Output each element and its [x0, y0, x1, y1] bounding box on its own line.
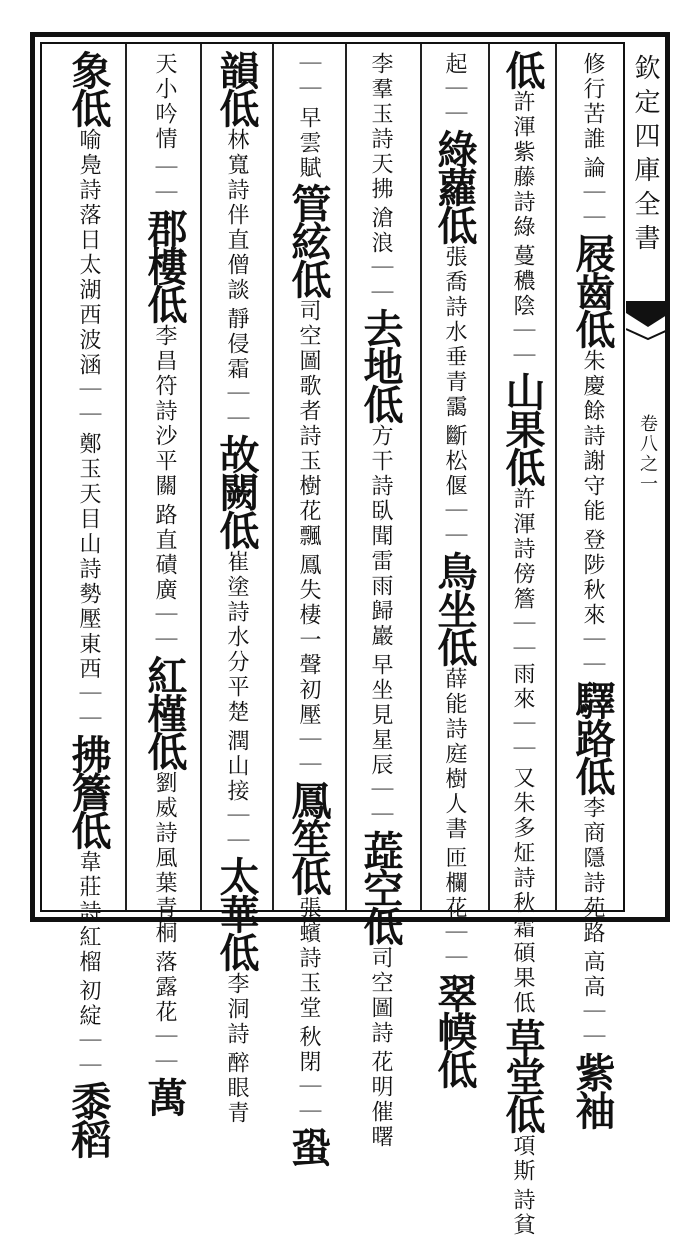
annotation-text: 韋莊詩紅榴 [76, 850, 101, 975]
headword: 山果低 [499, 371, 546, 485]
annotation-text: 鄭玉天目山詩勢壓東西｜｜ [76, 432, 101, 732]
annotation-text: 李昌符詩沙平關 [152, 324, 177, 499]
annotation-text: 司空圖歌者詩玉樹花飄 [296, 299, 321, 549]
headword: 故闕低 [213, 434, 260, 548]
annotation-text: 初綻｜｜ [76, 979, 101, 1079]
annotation-text: 修行苦誰 [580, 52, 605, 152]
text-column [428, 50, 480, 1087]
annotation-text: 登陟秋來｜｜ [580, 528, 605, 678]
fishtail-mark-icon [626, 299, 670, 341]
side-margin [626, 44, 670, 910]
text-column [210, 50, 262, 1126]
annotation-text: 蔓穠陰｜｜ [510, 244, 535, 369]
headword: 韻低 [213, 50, 260, 126]
annotation-text: 靜侵霜｜｜ [224, 307, 249, 432]
annotation-text: 滄浪｜｜ [368, 206, 393, 306]
column-rule [555, 44, 557, 910]
headword: 管絃低 [285, 183, 332, 297]
headword: 蕋空低 [357, 830, 404, 944]
column-rule [272, 44, 274, 910]
book-title: 欽定四庫全書 [630, 54, 660, 258]
annotation-text: 秋閉｜｜ [296, 1025, 321, 1125]
text-column [354, 50, 406, 1150]
annotation-text: 張蠙詩玉堂 [296, 896, 321, 1021]
annotation-text: 早坐見星辰｜｜ [368, 653, 393, 828]
headword: 紅槿低 [141, 655, 188, 769]
annotation-text: 喻鳧詩落日太湖西波涵｜｜ [76, 128, 101, 428]
annotation-text: 花明催曙 [368, 1050, 393, 1150]
annotation-text: 詩貧 [510, 1188, 535, 1238]
headword: 翠幙低 [431, 973, 478, 1087]
headword: 萬 [141, 1077, 188, 1115]
annotation-text: 落露花｜｜ [152, 950, 177, 1075]
annotation-text: 匝欄花｜｜ [442, 846, 467, 971]
annotation-text: 起｜｜ [442, 52, 467, 127]
annotation-text: 崔塗詩水分平楚 [224, 550, 249, 725]
annotation-text: 林寬詩伴直僧談 [224, 128, 249, 303]
headword: 鳳笙低 [285, 780, 332, 894]
headword: 郡樓低 [141, 208, 188, 322]
annotation-text: 張喬詩水垂青靄 [442, 245, 467, 420]
annotation-text: 項斯 [510, 1134, 535, 1184]
headword: 草堂低 [499, 1018, 546, 1132]
annotation-text: 路直磧廣｜｜ [152, 503, 177, 653]
headword: 驛路低 [569, 680, 616, 794]
annotation-text: 醉眼青 [224, 1051, 249, 1126]
column-rule [345, 44, 347, 910]
column-rule [420, 44, 422, 910]
text-column [496, 50, 548, 1238]
annotation-text: 天小吟情 [152, 52, 177, 152]
headword: 低 [499, 50, 546, 88]
annotation-text: 斷松偃｜｜ [442, 424, 467, 549]
headword: 紫袖 [569, 1052, 616, 1128]
annotation-text: 李商隱詩苑路 [580, 796, 605, 946]
text-column [138, 50, 190, 1115]
headword: 去地低 [357, 308, 404, 422]
headword: 屐齒低 [569, 233, 616, 347]
annotation-text: ｜｜ [152, 156, 177, 206]
annotation-text: 李洞詩 [224, 972, 249, 1047]
headword: 象低 [65, 50, 112, 126]
headword: 鳥坐低 [431, 551, 478, 665]
annotation-text: 又朱多炡詩秋霜碩果低 [510, 766, 535, 1016]
annotation-text: 早雲賦 [296, 106, 321, 181]
headword: 綠蘿低 [431, 129, 478, 243]
annotation-text: 方干詩臥聞雷雨歸巖 [368, 424, 393, 649]
annotation-text: 朱慶餘詩謝守能 [580, 349, 605, 524]
headword: 黍稻 [65, 1081, 112, 1157]
volume-label: 卷八之一 [637, 414, 658, 494]
column-rule [125, 44, 127, 910]
annotation-text: 潤山接｜｜ [224, 729, 249, 854]
annotation-text: 論｜｜ [580, 156, 605, 231]
headword: 太華低 [213, 856, 260, 970]
text-column [282, 50, 334, 1165]
annotation-text: 司空圖詩 [368, 946, 393, 1046]
headword: 蛩 [285, 1127, 332, 1165]
annotation-text: 劉威詩風葉青桐 [152, 771, 177, 946]
annotation-text: 許渾紫藤詩綠 [510, 90, 535, 240]
text-column [566, 50, 618, 1128]
annotation-text: 薛能詩庭樹人書 [442, 667, 467, 842]
annotation-text: ｜｜ [296, 52, 321, 102]
column-rule [200, 44, 202, 910]
headword: 拂簷低 [65, 734, 112, 848]
annotation-text: 李羣玉詩天拂 [368, 52, 393, 202]
annotation-text: 鳳失棲一聲初壓｜｜ [296, 553, 321, 778]
annotation-text: 高高｜｜ [580, 950, 605, 1050]
column-rule [488, 44, 490, 910]
annotation-text: 許渾詩傍簷｜｜雨來｜｜ [510, 487, 535, 762]
text-column [62, 50, 114, 1157]
